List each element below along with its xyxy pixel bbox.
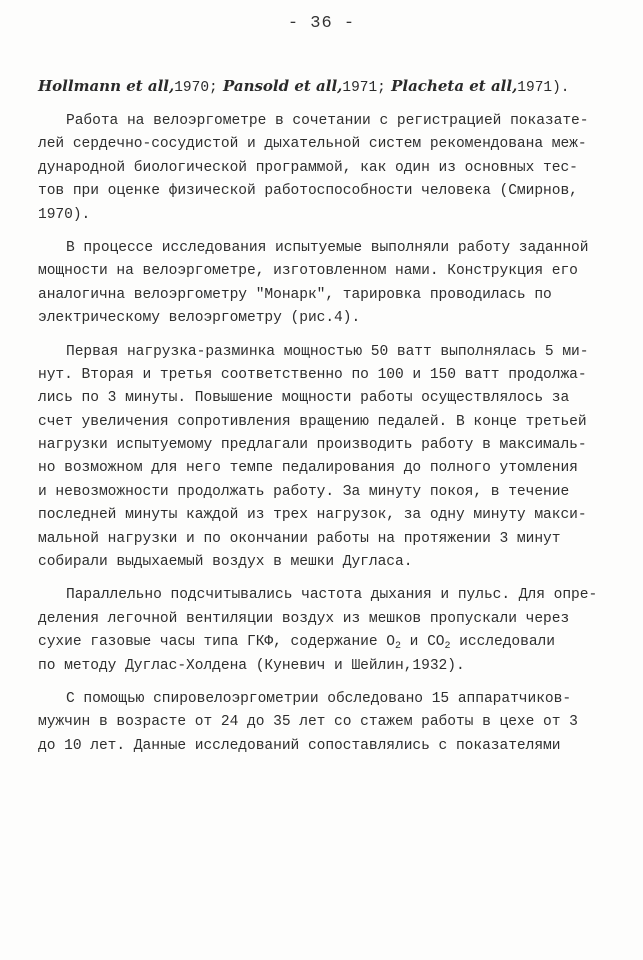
subscript-2: 2 — [444, 641, 451, 653]
page-number: - 36 - — [287, 14, 356, 33]
paragraph-4 — [38, 584, 618, 678]
paragraph-3 — [38, 341, 618, 575]
ref-placheta: Placheta et all, — [385, 77, 518, 95]
text-line: деления легочной вентиляции воздух из мешков пропускали через — [38, 610, 570, 627]
text-line: 1970). — [38, 206, 91, 223]
subscript-2: 2 — [395, 641, 401, 653]
ref-year-1: 1970; — [174, 80, 218, 96]
text-line: тов при оценке физической работоспособности человека (Смирнов, — [38, 183, 578, 200]
ref-year-3: 1971). — [517, 80, 570, 96]
text-line: мужчин в возрасте от 24 до 35 лет со стажем работы в цехе от 3 — [38, 714, 578, 731]
text-line: до 10 лет. Данные исследований сопоставлялись с показателями — [38, 737, 561, 754]
text-line: лей сердечно-сосудистой и дыхательной систем рекомендована меж- — [38, 136, 587, 153]
reference-line — [38, 74, 618, 100]
ref-year-2: 1971; — [342, 80, 386, 96]
text-line: но возможном для него темпе педалирования до полного утомления — [38, 460, 578, 477]
ref-pansold: Pansold et all, — [217, 77, 343, 95]
text-line: нагрузки испытуемому предлагали производить работу в максималь- — [38, 437, 587, 454]
text-line: Первая нагрузка-разминка мощностью 50 ватт выполнялась 5 ми- — [66, 343, 589, 360]
text-line: собирали выдыхаемый воздух в мешки Дугласа. — [38, 554, 413, 571]
text-line: С помощью спировелоэргометрии обследовано 15 аппаратчиков- — [66, 690, 572, 707]
body-text — [38, 110, 618, 758]
text-line: Работа на велоэргометре в сочетании с регистрацией показате- — [66, 113, 589, 129]
paragraph-5 — [38, 688, 618, 758]
text-line: и невозможности продолжать работу. За минуту покоя, в течение — [38, 483, 570, 500]
text-line: Параллельно подсчитывались частота дыхания и пульс. Для опре- — [66, 587, 598, 604]
text-line: В процессе исследования испытуемые выполняли работу заданной — [66, 239, 589, 256]
paragraph-2 — [38, 237, 618, 331]
text-line: аналогична велоэргометру "Монарк", тарировка проводилась по — [38, 286, 552, 303]
text-line: мощности на велоэргометре, изготовленном нами. Конструкция его — [38, 263, 578, 280]
gas-line-mid: и CO — [400, 634, 445, 651]
gas-line-start: сухие газовые часы типа ГКФ, содержание O — [38, 634, 396, 651]
text-line: электрическому велоэргометру (рис.4). — [38, 310, 361, 327]
text-line-gas — [38, 631, 618, 654]
ref-hollmann: Hollmann et all, — [38, 77, 175, 95]
gas-line-end: исследовали — [450, 634, 555, 651]
text-line: лись по 3 минуты. Повышение мощности работы осуществлялось за — [38, 390, 570, 407]
paragraph-1 — [38, 110, 618, 227]
text-line: последней минуты каждой из трех нагрузок, за одну минуту макси- — [38, 507, 587, 524]
text-line: нут. Вторая и третья соответственно по 100 и 150 ватт продолжа- — [38, 366, 587, 383]
text-line: счет увеличения сопротивления вращению педалей. В конце третьей — [38, 413, 587, 430]
text-line: мальной нагрузки и по окончании работы на протяжении 3 минут — [38, 530, 561, 547]
text-line: по методу Дуглас-Холдена (Куневич и Шейлин,1932). — [38, 657, 465, 674]
text-line: дународной биологической программой, как один из основных тес- — [38, 159, 578, 176]
